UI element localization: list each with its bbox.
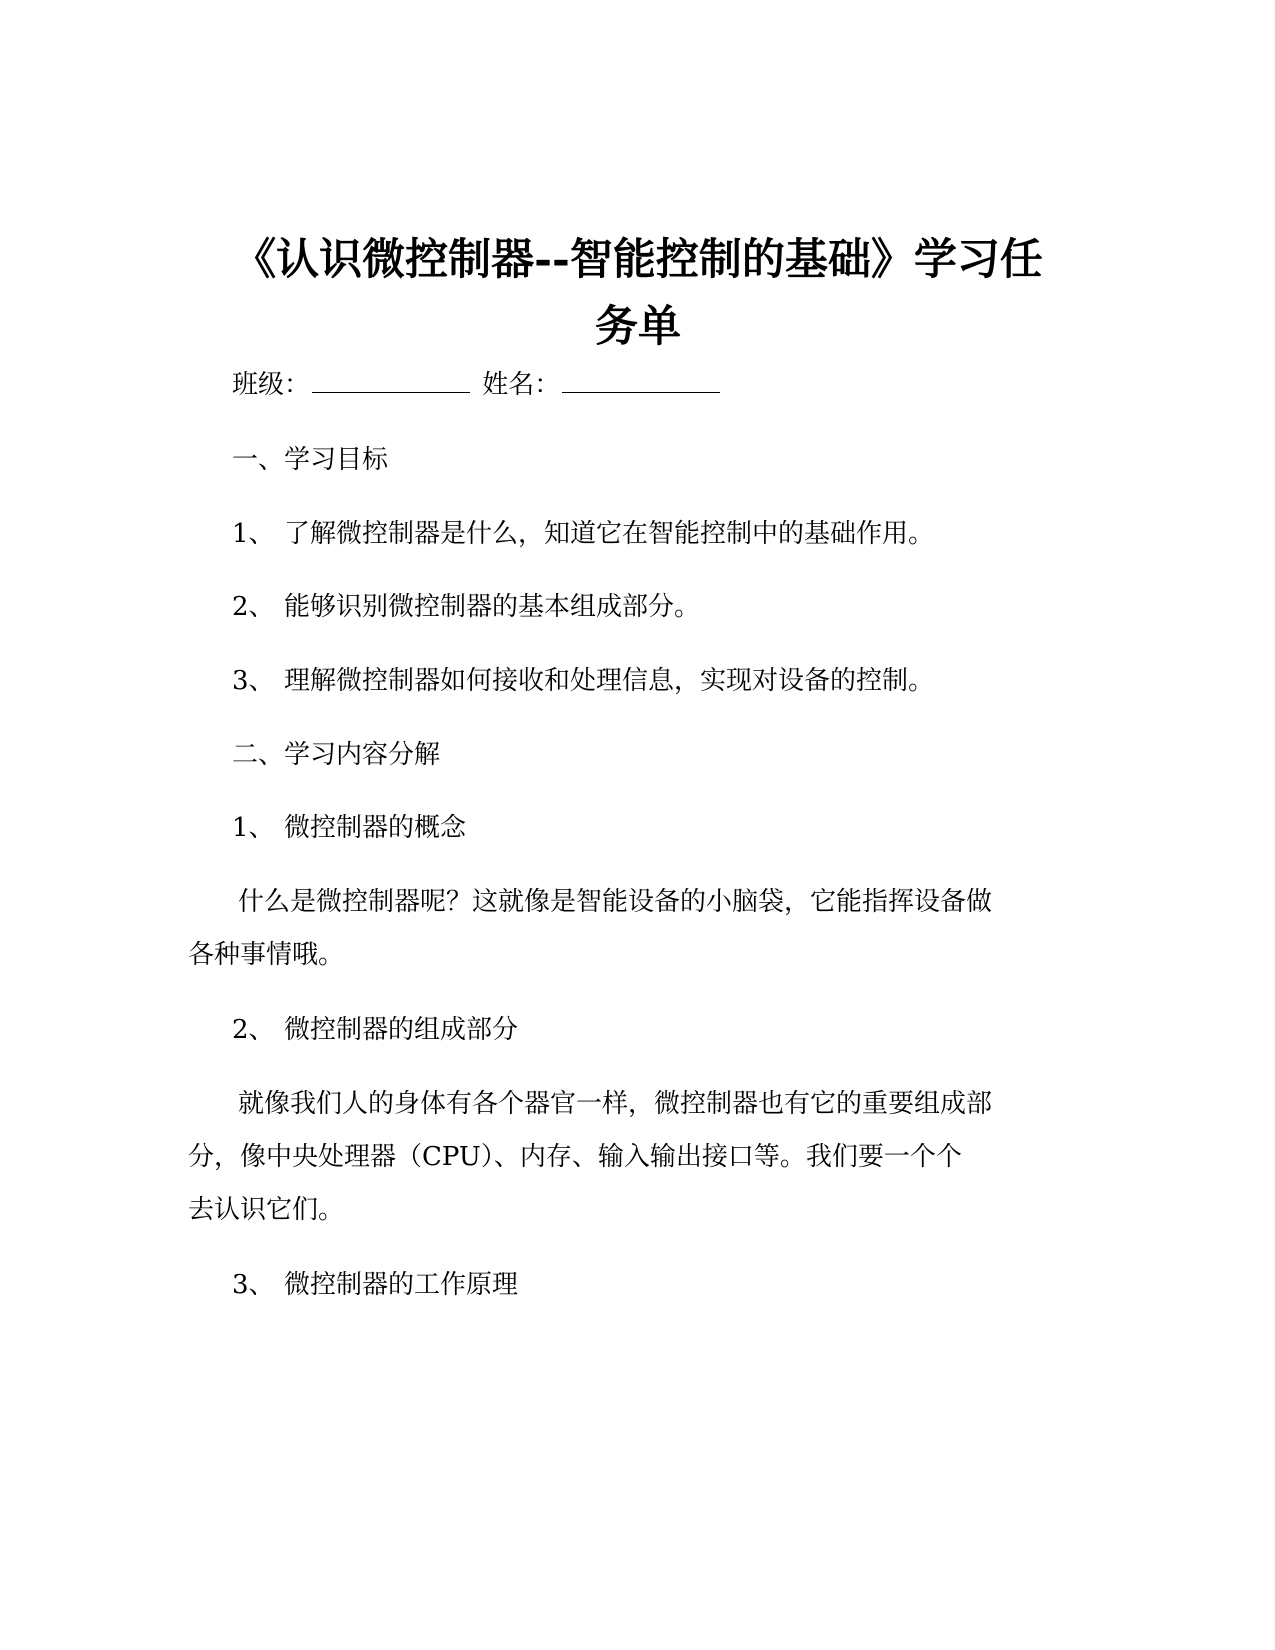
goal-item [232,664,934,698]
part-number: 2、 [232,1015,275,1045]
goal-item [232,517,934,551]
section-heading-content-breakdown: 二、学习内容分解 [232,740,441,770]
section-heading-learning-goals: 一、学习目标 [232,445,389,475]
paragraph-line: 分，像中央处理器（CPU）、内存、输入输出接口等。我们要一个个 [188,1142,962,1172]
goal-text: 了解微控制器是什么，知道它在智能控制中的基础作用。 [284,519,935,549]
class-label: 班级： [232,370,311,400]
goal-text: 能够识别微控制器的基本组成部分。 [284,592,701,622]
paragraph-line: 就像我们人的身体有各个器官一样，微控制器也有它的重要组成部 [238,1089,993,1119]
paragraph-line: 各种事情哦。 [188,940,345,970]
content-part-title [232,811,466,845]
class-blank-field[interactable] [312,370,470,393]
paragraph-line: 什么是微控制器呢？这就像是智能设备的小脑袋，它能指挥设备做 [238,887,993,917]
content-part-title [232,1268,518,1302]
goal-number: 2、 [232,592,275,622]
paragraph-line: 去认识它们。 [188,1195,345,1225]
document-title-line-2: 务单 [595,302,681,352]
name-label: 姓名： [482,370,561,400]
content-part-title [232,1013,518,1047]
document-title-line-1: 《认识微控制器--智能控制的基础》学习任 [233,235,1043,285]
part-number: 3、 [232,1270,275,1300]
goal-number: 1、 [232,519,275,549]
part-title: 微控制器的工作原理 [284,1270,519,1300]
name-blank-field[interactable] [562,370,720,393]
goal-item [232,590,700,624]
goal-number: 3、 [232,666,275,696]
part-title: 微控制器的概念 [284,813,467,843]
part-number: 1、 [232,813,275,843]
part-title: 微控制器的组成部分 [284,1015,519,1045]
goal-text: 理解微控制器如何接收和处理信息，实现对设备的控制。 [284,666,935,696]
student-info-row [232,368,724,402]
